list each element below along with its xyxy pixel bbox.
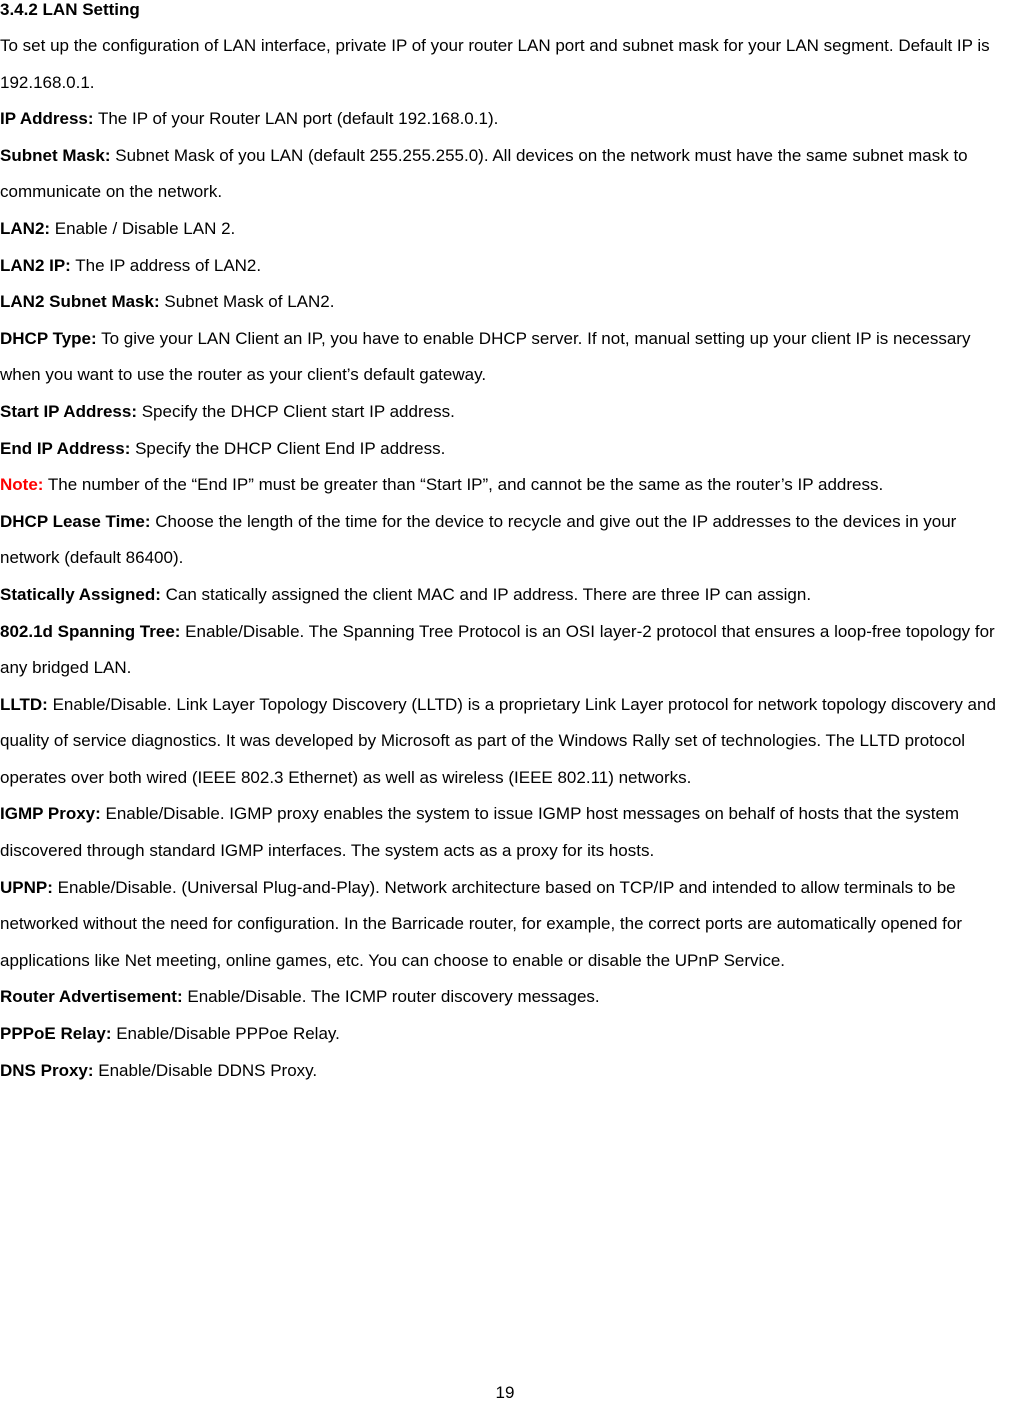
definition-dhcp-lease-time <box>0 504 1010 577</box>
definition-text: Enable / Disable LAN 2. <box>50 218 236 238</box>
definition-term: Subnet Mask: <box>0 145 111 165</box>
definition-term: LLTD: <box>0 694 48 714</box>
definition-text: Enable/Disable DDNS Proxy. <box>93 1060 318 1080</box>
section-heading: 3.4.2 LAN Setting <box>0 0 140 19</box>
definition-term: DHCP Lease Time: <box>0 511 151 531</box>
definition-term: DNS Proxy: <box>0 1060 94 1080</box>
definition-lan2-subnet-mask <box>0 284 1010 321</box>
definition-lltd <box>0 687 1010 797</box>
definition-subnet-mask <box>0 138 1010 211</box>
intro-paragraph: To set up the configuration of LAN interface, private IP of your router LAN port and subnet mask for your LAN segment. Default IP is 192.168.0.1. <box>0 36 990 92</box>
definition-term: End IP Address: <box>0 438 131 458</box>
definition-text: Subnet Mask of LAN2. <box>159 292 335 312</box>
definition-term: Router Advertisement: <box>0 987 183 1007</box>
definition-term: IGMP Proxy: <box>0 804 101 824</box>
definition-text: Specify the DHCP Client start IP address. <box>137 401 455 421</box>
definition-text: Choose the length of the time for the device to recycle and give out the IP addresses to the devices in your network (default 86400). <box>0 511 957 568</box>
definition-term: IP Address: <box>0 109 94 129</box>
definition-pppoe-relay <box>0 1016 1010 1053</box>
definition-router-advertisement <box>0 979 1010 1016</box>
definition-term: 802.1d Spanning Tree: <box>0 621 181 641</box>
definition-text: Can statically assigned the client MAC and IP address. There are three IP can assign. <box>160 584 812 604</box>
definition-text: Enable/Disable PPPoe Relay. <box>111 1024 340 1044</box>
definition-text: Subnet Mask of you LAN (default 255.255.255.0). All devices on the network must have the same subnet mask to communicate on the network. <box>0 145 968 202</box>
definition-term: Start IP Address: <box>0 401 137 421</box>
definition-text: To give your LAN Client an IP, you have to enable DHCP server. If not, manual setting up your client IP is necessary when you want to use the router as your client’s default gateway. <box>0 328 971 385</box>
definition-term: DHCP Type: <box>0 328 97 348</box>
definition-statically-assigned <box>0 577 1010 614</box>
definition-lan2-ip <box>0 248 1010 285</box>
definition-spanning-tree <box>0 614 1010 687</box>
definition-lan2 <box>0 211 1010 248</box>
definition-end-ip <box>0 431 1010 468</box>
note-label: Note: <box>0 475 44 495</box>
definition-ip-address <box>0 101 1010 138</box>
definition-term: UPNP: <box>0 877 53 897</box>
definition-text: Enable/Disable. IGMP proxy enables the system to issue IGMP host messages on behalf of hosts that the system discovered through standard IGMP interfaces. The system acts as a proxy for its hosts. <box>0 804 960 861</box>
definition-text: The IP address of LAN2. <box>70 255 262 275</box>
definition-text: Enable/Disable. The ICMP router discovery messages. <box>182 987 600 1007</box>
definition-term: PPPoE Relay: <box>0 1024 112 1044</box>
definition-upnp <box>0 870 1010 980</box>
definition-dhcp-type <box>0 321 1010 394</box>
definition-text: Enable/Disable. Link Layer Topology Discovery (LLTD) is a proprietary Link Layer protocol for network topology discovery and quality of service diagnostics. It was developed by Microsoft as part of the Windows Rally set of technologies. The LLTD protocol operates over both wired (IEEE 802.3 Ethernet) as well as wireless (IEEE 802.11) networks. <box>0 694 996 787</box>
definition-start-ip <box>0 394 1010 431</box>
definition-term: LAN2: <box>0 218 51 238</box>
definition-igmp-proxy <box>0 796 1010 869</box>
definition-text: Enable/Disable. The Spanning Tree Protocol is an OSI layer-2 protocol that ensures a loop-free topology for any bridged LAN. <box>0 621 995 678</box>
note-text: The number of the “End IP” must be greater than “Start IP”, and cannot be the same as the router’s IP address. <box>43 475 884 495</box>
page-number: 19 <box>495 1383 515 1402</box>
definition-text: The IP of your Router LAN port (default 192.168.0.1). <box>93 109 499 129</box>
definition-text: Specify the DHCP Client End IP address. <box>130 438 446 458</box>
definition-term: Statically Assigned: <box>0 584 161 604</box>
definition-term: LAN2 IP: <box>0 255 71 275</box>
note-paragraph <box>0 467 1010 504</box>
definition-term: LAN2 Subnet Mask: <box>0 292 160 312</box>
definition-dns-proxy <box>0 1053 1010 1090</box>
definition-text: Enable/Disable. (Universal Plug-and-Play). Network architecture based on TCP/IP and intended to allow terminals to be networked without the need for configuration. In the Barricade router, for example, the correct ports are automatically opened for applications like Net meeting, online games, etc. You can choose to enable or disable the UPnP Service. <box>0 877 962 970</box>
